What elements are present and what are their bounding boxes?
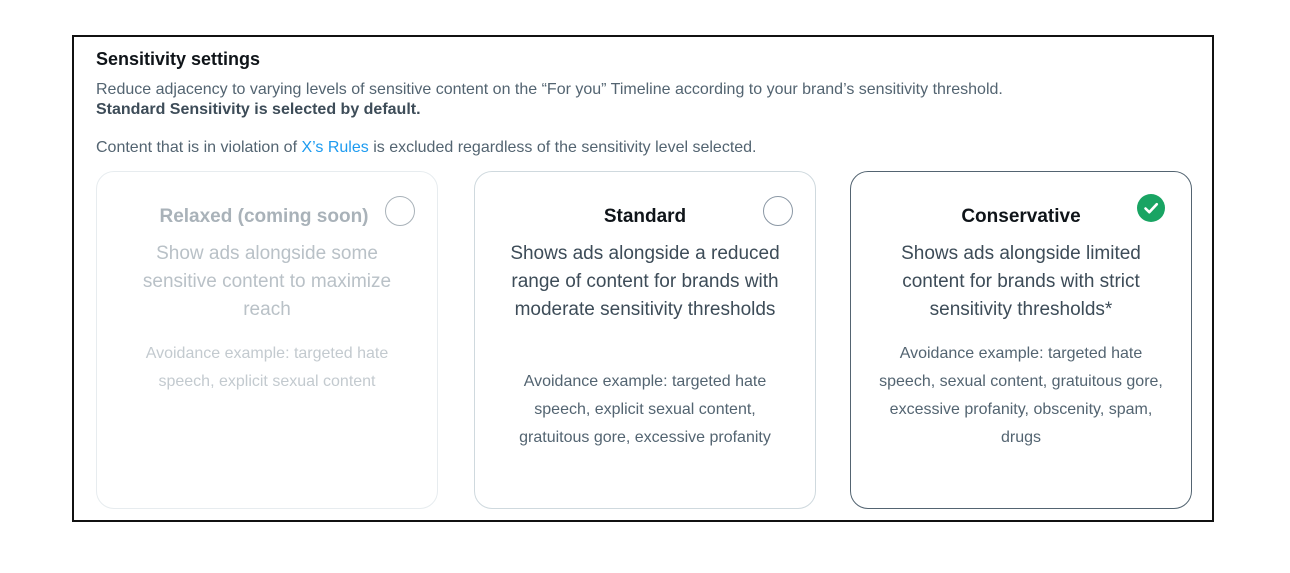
option-description: Shows ads alongside limited content for brands with strict sensitivity thresholds* — [901, 243, 1141, 320]
radio-empty-icon[interactable] — [763, 196, 793, 226]
option-title: Standard — [603, 206, 687, 227]
default-note: Standard Sensitivity is selected by default. — [96, 101, 421, 118]
option-example: Avoidance example: targeted hate speech, sexual content, gratuitous gore, excessive profanity, obscenity, spam, drugs — [879, 345, 1163, 446]
option-card-standard[interactable] — [474, 171, 816, 509]
sensitivity-settings-panel — [72, 35, 1214, 522]
rules-note — [96, 139, 757, 157]
rules-suffix: is excluded regardless of the sensitivity level selected. — [368, 139, 757, 156]
option-example: Avoidance example: targeted hate speech, explicit sexual content, gratuitous gore, excessive profanity — [519, 373, 771, 446]
rules-link[interactable]: X’s Rules — [301, 139, 369, 156]
option-title: Relaxed (coming soon) — [159, 206, 369, 227]
option-card-relaxed — [96, 171, 438, 509]
option-example: Avoidance example: targeted hate speech, explicit sexual content — [145, 345, 389, 390]
check-circle-icon[interactable] — [1137, 194, 1165, 222]
option-description: Shows ads alongside a reduced range of content for brands with moderate sensitivity thresholds — [510, 243, 780, 320]
panel-title: Sensitivity settings — [96, 49, 261, 69]
panel-description: Reduce adjacency to varying levels of sensitive content on the “For you” Timeline according to your brand’s sensitivity threshold. — [96, 81, 1003, 98]
option-card-conservative[interactable] — [850, 171, 1192, 509]
option-description: Show ads alongside some sensitive content to maximize reach — [142, 243, 392, 320]
radio-empty-icon — [385, 196, 415, 226]
option-title: Conservative — [961, 206, 1081, 227]
rules-prefix: Content that is in violation of — [96, 139, 302, 156]
